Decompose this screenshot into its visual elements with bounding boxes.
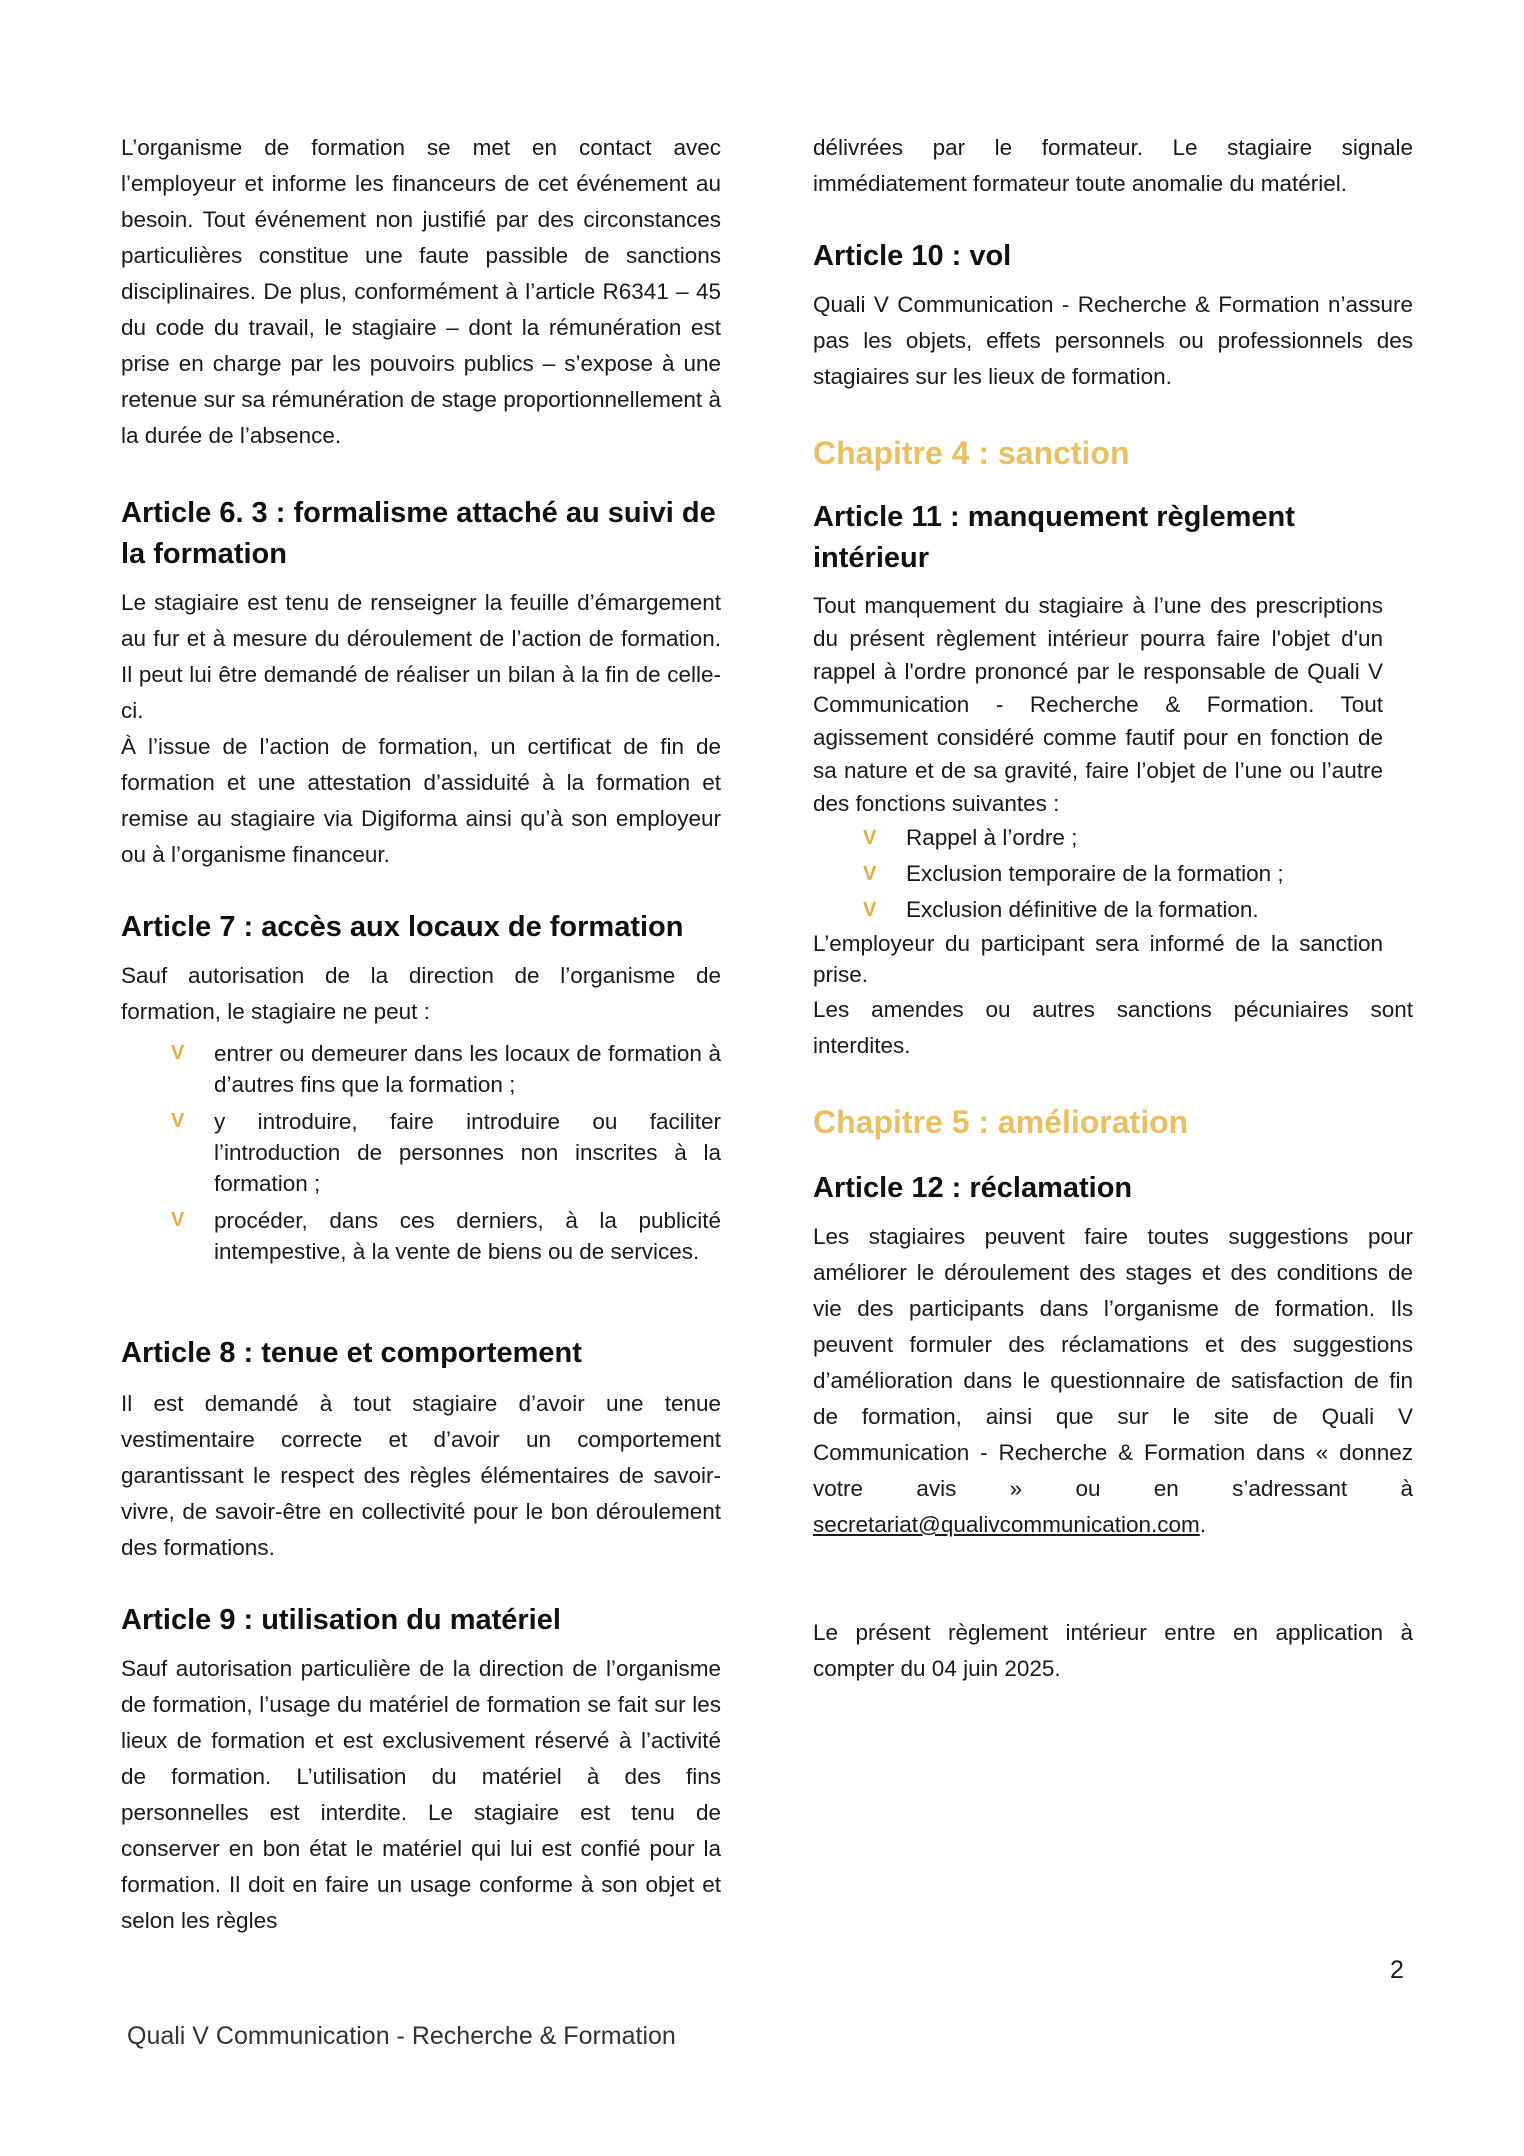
- left-column: [121, 130, 721, 1939]
- list-item: [813, 856, 1413, 892]
- list-item-text: Rappel à l’ordre ;: [906, 825, 1078, 850]
- paragraph-article-11: Tout manquement du stagiaire à l’une des prescriptions du présent règlement intérieur pourra faire l'objet d'un rappel à l'ordre prononcé par le responsable de Quali V Communication - Recherche & Formation. Tout agissement considéré comme fautif pour en fonction de sa nature et de sa gravité, faire l’objet de l’une ou l’autre des fonctions suivantes :: [813, 593, 1383, 816]
- paragraph-fines-forbidden: Les amendes ou autres sanctions pécuniaires sont interdites.: [813, 997, 1413, 1058]
- list-item: [121, 1038, 721, 1100]
- list-article-7-restrictions: [121, 1038, 721, 1267]
- paragraph-article-7-intro: Sauf autorisation de la direction de l’organisme de formation, le stagiaire ne peut :: [121, 963, 721, 1024]
- heading-article-7: Article 7 : accès aux locaux de formation: [121, 911, 684, 943]
- paragraph-article-12-end: .: [1199, 1512, 1207, 1537]
- list-item-text: y introduire, faire introduire ou faciliter l’introduction de personnes non inscrites à la formation ;: [214, 1109, 721, 1196]
- list-item: [813, 892, 1413, 928]
- heading-article-11: Article 11 : manquement règlement intérieur: [813, 501, 1295, 574]
- page-number: 2: [1390, 1956, 1404, 1984]
- paragraph-absence-continued: L’organisme de formation se met en contact avec l’employeur et informe les financeurs de cet événement au besoin. Tout événement non justifié par des circonstances particulières constitue une faute passible de sanctions disciplinaires. De plus, conformément à l’article R6341 – 45 du code du travail, le stagiaire – dont la rémunération est prise en charge par les pouvoirs publics – s’expose à une retenue sur sa rémunération de stage proportionnellement à la durée de l’absence.: [121, 135, 721, 448]
- paragraph-article-12: [813, 1219, 1413, 1543]
- heading-chapter-4: Chapitre 4 : sanction: [813, 435, 1130, 471]
- heading-article-6-3: Article 6. 3 : formalisme attaché au suivi de la formation: [121, 497, 716, 570]
- check-bullet-icon: V: [863, 863, 877, 885]
- list-item-text: procéder, dans ces derniers, à la publicité intempestive, à la vente de biens ou de services.: [214, 1208, 721, 1264]
- paragraph-article-12-text: Les stagiaires peuvent faire toutes suggestions pour améliorer le déroulement des stages et des conditions de vie des participants dans l’organisme de formation. Ils peuvent formuler des réclamations et des suggestions d’amélioration dans le questionnaire de satisfaction de fin de formation, ainsi que sur le site de Quali V Communication - Recherche & Formation dans « donnez votre avis » ou en s’adressant à: [813, 1224, 1413, 1501]
- heading-chapter-5: Chapitre 5 : amélioration: [813, 1104, 1189, 1140]
- list-item-text: entrer ou demeurer dans les locaux de formation à d’autres fins que la formation ;: [214, 1041, 721, 1097]
- list-item: [121, 1205, 721, 1267]
- heading-article-8: Article 8 : tenue et comportement: [121, 1337, 582, 1369]
- paragraph-article-8: Il est demandé à tout stagiaire d’avoir une tenue vestimentaire correcte et d’avoir un comportement garantissant le respect des règles élémentaires de savoir-vivre, de savoir-être en collectivité pour le bon déroulement des formations.: [121, 1391, 721, 1560]
- list-item: [121, 1106, 721, 1199]
- check-bullet-icon: V: [863, 899, 877, 921]
- heading-article-10: Article 10 : vol: [813, 240, 1012, 272]
- paragraph-article-10: Quali V Communication - Recherche & Formation n’assure pas les objets, effets personnels ou professionnels des stagiaires sur les lieux de formation.: [813, 292, 1413, 389]
- heading-article-12: Article 12 : réclamation: [813, 1172, 1133, 1204]
- email-link[interactable]: secretariat@qualivcommunication.com: [813, 1512, 1200, 1537]
- paragraph-article-9-continued: délivrées par le formateur. Le stagiaire signale immédiatement formateur toute anomalie du matériel.: [813, 135, 1413, 196]
- paragraph-article-9: Sauf autorisation particulière de la direction de l’organisme de formation, l’usage du matériel de formation se fait sur les lieux de formation et est exclusivement réservé à l’activité de formation. L’utilisation du matériel à des fins personnelles est interdite. Le stagiaire est tenu de conserver en bon état le matériel qui lui est confié pour la formation. Il doit en faire un usage conforme à son objet et selon les règles: [121, 1656, 721, 1933]
- paragraph-article-6-3-certificate: À l’issue de l’action de formation, un certificat de fin de formation et une attestation d’assiduité à la formation et remise au stagiaire via Digiforma ainsi qu’à son employeur ou à l’organisme financeur.: [121, 734, 721, 867]
- check-bullet-icon: V: [171, 1042, 185, 1064]
- paragraph-effective-date: Le présent règlement intérieur entre en application à compter du 04 juin 2025.: [813, 1620, 1413, 1681]
- heading-article-9: Article 9 : utilisation du matériel: [121, 1604, 561, 1636]
- paragraph-employer-informed: L’employeur du participant sera informé de la sanction prise.: [813, 931, 1383, 987]
- right-column: [813, 130, 1413, 1687]
- list-item-text: Exclusion temporaire de la formation ;: [906, 861, 1284, 886]
- check-bullet-icon: V: [171, 1209, 185, 1231]
- check-bullet-icon: V: [863, 827, 877, 849]
- list-article-11-sanctions: [813, 820, 1413, 928]
- footer-organization-name: Quali V Communication - Recherche & Formation: [127, 2022, 676, 2050]
- check-bullet-icon: V: [171, 1110, 185, 1132]
- list-item-text: Exclusion définitive de la formation.: [906, 897, 1259, 922]
- paragraph-article-6-3-attendance: Le stagiaire est tenu de renseigner la feuille d’émargement au fur et à mesure du déroulement de l’action de formation. Il peut lui être demandé de réaliser un bilan à la fin de celle-ci.: [121, 590, 721, 723]
- list-item: [813, 820, 1413, 856]
